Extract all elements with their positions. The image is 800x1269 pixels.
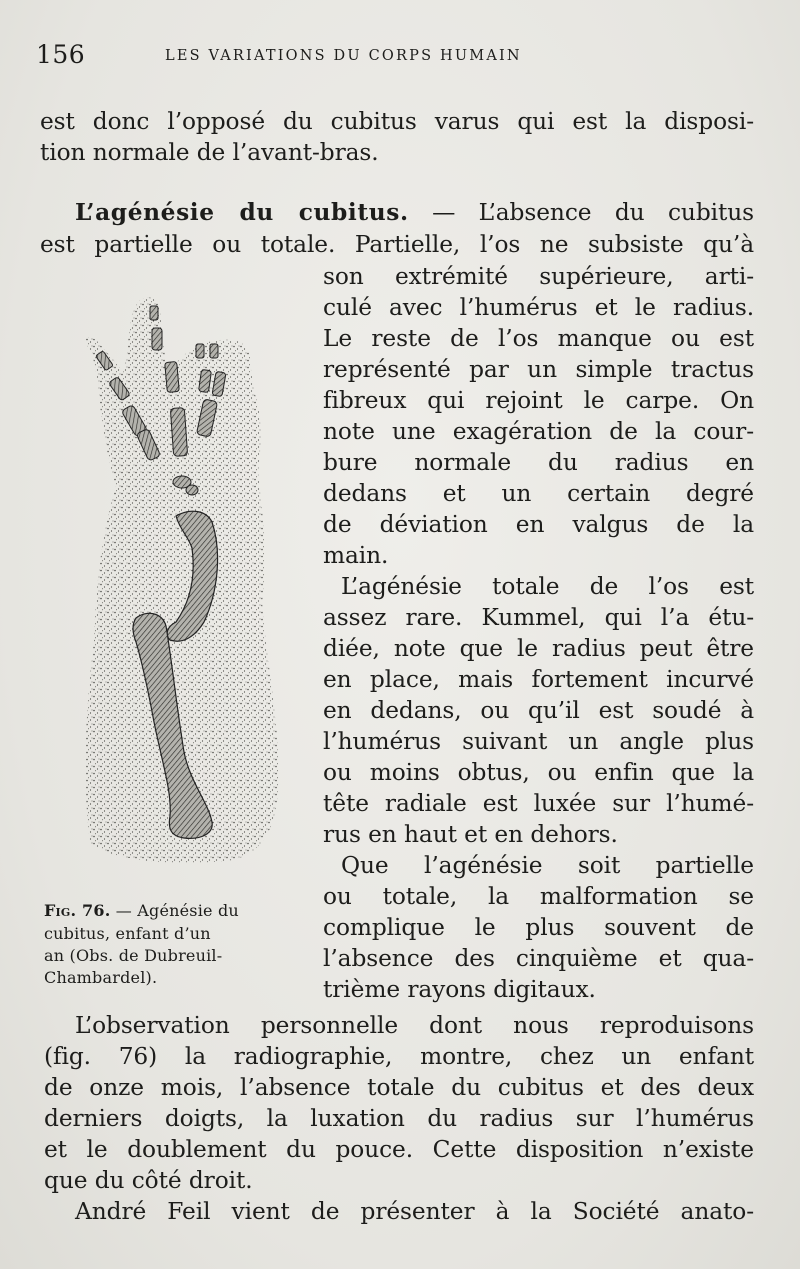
wrap-line: l’absence des cinquième et qua-	[323, 945, 754, 972]
figure-caption-label: Fig. 76.	[44, 901, 111, 920]
section-heading: L’agénésie du cubitus.	[75, 199, 409, 226]
figure-caption-text: — Agénésie du	[110, 901, 239, 920]
wrap-line: fibreux qui rejoint le carpe. On	[323, 387, 754, 414]
wrap-line: ou totale, la malformation se	[323, 883, 754, 910]
wrap-line: culé avec l’humérus et le radius.	[323, 294, 754, 321]
wrap-line: son extrémité supérieure, arti-	[323, 263, 754, 290]
wrap-line: tête radiale est luxée sur l’humé-	[323, 790, 754, 817]
closing-line: André Feil vient de présenter à la Société anato-	[75, 1198, 754, 1225]
wrap-line: rus en haut et en dehors.	[323, 821, 618, 848]
section-line-2: est partielle ou totale. Partielle, l’os ne subsiste qu’à	[40, 231, 754, 258]
wrap-line: en dedans, ou qu’il est soudé à	[323, 697, 754, 724]
figure-caption-line-2: cubitus, enfant d’un	[44, 924, 211, 943]
closing-line: et le doublement du pouce. Cette disposition n’existe	[44, 1136, 754, 1163]
wrap-line: trième rayons digitaux.	[323, 976, 596, 1003]
wrap-line: main.	[323, 542, 389, 569]
figure-caption-line-3: an (Obs. de Dubreuil-	[44, 946, 223, 965]
closing-line: que du côté droit.	[44, 1167, 253, 1194]
wrap-line: dedans et un certain degré	[323, 480, 754, 507]
page-number: 156	[36, 40, 86, 69]
forearm-hand-radiograph-icon	[72, 282, 290, 867]
intro-line-2: tion normale de l’avant-bras.	[40, 139, 379, 166]
figure-caption-line-1	[44, 902, 306, 920]
wrap-line: en place, mais fortement incurvé	[323, 666, 754, 693]
figure-76	[72, 282, 290, 867]
running-title: LES VARIATIONS DU CORPS HUMAIN	[165, 48, 522, 64]
wrap-line: Que l’agénésie soit partielle	[341, 852, 754, 879]
page-header	[36, 40, 756, 76]
wrap-line: L’agénésie totale de l’os est	[341, 573, 754, 600]
wrap-line: représenté par un simple tractus	[323, 356, 754, 383]
wrap-line: diée, note que le radius peut être	[323, 635, 754, 662]
intro-line-1: est donc l’opposé du cubitus varus qui est la disposi-	[40, 108, 754, 135]
closing-line: de onze mois, l’absence totale du cubitus et des deux	[44, 1074, 754, 1101]
figure-caption-line-4: Chambardel).	[44, 968, 158, 987]
section-heading-rest: — L’absence du cubitus	[408, 199, 754, 226]
wrap-line: assez rare. Kummel, qui l’a étu-	[323, 604, 754, 631]
wrap-line: ou moins obtus, ou enfin que la	[323, 759, 754, 786]
wrap-line: de déviation en valgus de la	[323, 511, 754, 538]
wrap-line: note une exagération de la cour-	[323, 418, 754, 445]
wrap-line: complique le plus souvent de	[323, 914, 754, 941]
section-heading-line	[75, 198, 754, 228]
wrap-line: bure normale du radius en	[323, 449, 754, 476]
closing-line: (fig. 76) la radiographie, montre, chez un enfant	[44, 1043, 754, 1070]
closing-line: L’observation personnelle dont nous reproduisons	[75, 1012, 754, 1039]
wrap-line: Le reste de l’os manque ou est	[323, 325, 754, 352]
closing-line: derniers doigts, la luxation du radius sur l’humérus	[44, 1105, 754, 1132]
wrap-line: l’humérus suivant un angle plus	[323, 728, 754, 755]
